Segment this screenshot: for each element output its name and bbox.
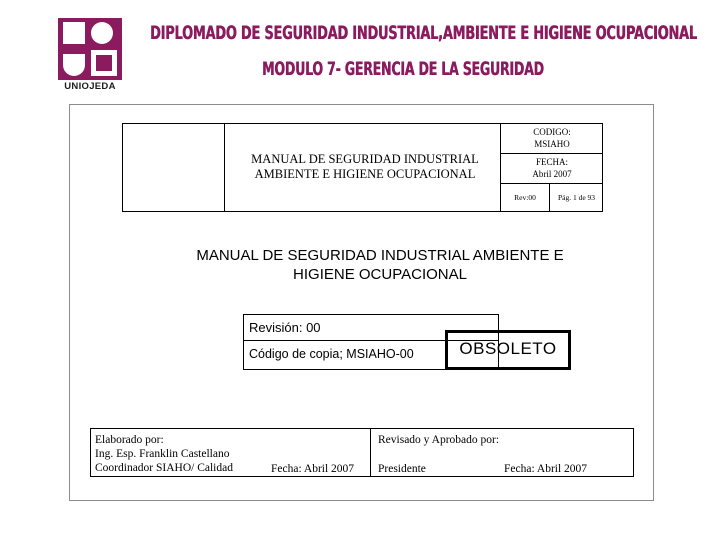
copy-code-text: Código de copia; MSIAHO-00: [249, 347, 414, 361]
fecha-value: Abril 2007: [532, 169, 572, 179]
document-meta-cell: [500, 124, 603, 212]
document-name: [235, 152, 495, 182]
uniojeda-logo: [58, 18, 122, 94]
main-title: [150, 246, 610, 284]
codigo-value: MSIAHO: [534, 139, 570, 149]
document-name-line1: MANUAL DE SEGURIDAD INDUSTRIAL: [251, 152, 479, 166]
signatures-table: [90, 428, 634, 477]
logo-text: UNIOJEDA: [64, 81, 116, 92]
stamp-text: OBSOLETO: [459, 339, 557, 358]
main-title-line1: MANUAL DE SEGURIDAD INDUSTRIAL AMBIENTE E: [196, 247, 564, 264]
document-name-line2: AMBIENTE E HIGIENE OCUPACIONAL: [254, 167, 476, 181]
divider: [501, 183, 603, 184]
revisado-role: Presidente: [378, 463, 426, 475]
elaborado-role: Coordinador SIAHO/ Calidad: [95, 462, 233, 474]
main-title-line2: HIGIENE OCUPACIONAL: [293, 266, 467, 283]
elaborado-name: Ing. Esp. Franklin Castellano: [95, 448, 230, 460]
divider: [370, 429, 371, 477]
revisado-label: Revisado y Aprobado por:: [378, 434, 500, 446]
elaborado-label: Elaborado por:: [95, 434, 164, 446]
module-title: MODULO 7- GERENCIA DE LA SEGURIDAD: [262, 58, 544, 80]
elaborado-date: Fecha: Abril 2007: [271, 463, 355, 475]
fecha-label: FECHA:: [535, 157, 568, 167]
revision-number: Rev:00: [514, 193, 536, 202]
document-header-table: [122, 123, 603, 212]
revisado-date: Fecha: Abril 2007: [504, 463, 588, 475]
divider: [501, 153, 603, 154]
elaborado-block: [95, 433, 233, 475]
obsolete-stamp: [445, 330, 571, 370]
program-title: DIPLOMADO DE SEGURIDAD INDUSTRIAL,AMBIENTE E HIGIENE OCUPACIONAL: [150, 22, 697, 44]
codigo-label: CODIGO:: [533, 127, 571, 137]
page-number: Pág. 1 de 93: [557, 193, 596, 202]
divider: [224, 124, 225, 212]
revision-text: Revisión: 00: [249, 320, 321, 335]
